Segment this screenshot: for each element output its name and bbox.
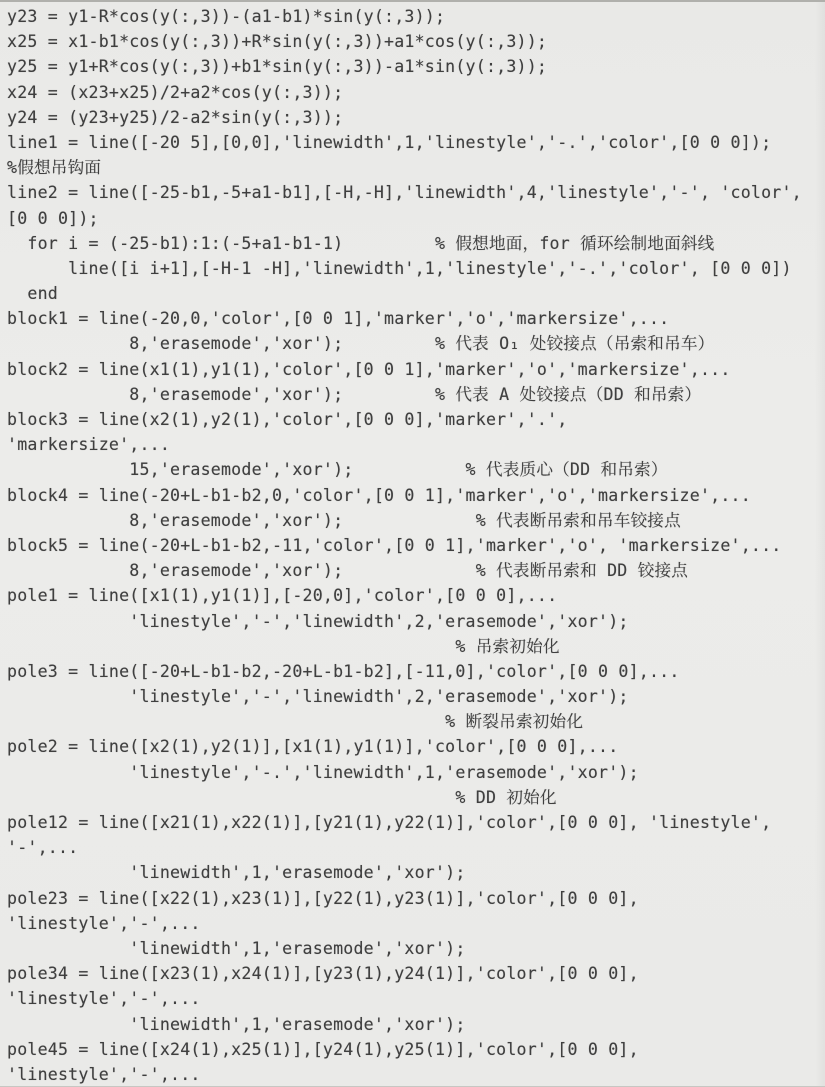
- code-line: block5 = line(-20+L-b1-b2,-11,'color',[0 0 1],'marker','o', 'markersize',...: [7, 535, 782, 555]
- code-line: [0 0 0]);: [7, 208, 99, 228]
- code-line: block2 = line(x1(1),y1(1),'color',[0 0 1],'marker','o','markersize',...: [7, 359, 731, 379]
- code-line: x25 = x1-b1*cos(y(:,3))+R*sin(y(:,3))+a1*cos(y(:,3));: [7, 32, 548, 52]
- code-line: 'linestyle','-','linewidth',2,'erasemode','xor');: [7, 611, 629, 631]
- code-line: pole34 = line([x23(1),x24(1)],[y23(1),y24(1)],'color',[0 0 0],: [7, 964, 639, 984]
- code-line: line([i i+1],[-H-1 -H],'linewidth',1,'linestyle','-.','color', [0 0 0]): [7, 258, 792, 278]
- code-line: 'linewidth',1,'erasemode','xor');: [7, 863, 466, 883]
- code-line: pole45 = line([x24(1),x25(1)],[y24(1),y25(1)],'color',[0 0 0],: [7, 1039, 639, 1059]
- code-line: 'linestyle','-',...: [7, 989, 201, 1009]
- code-line: % DD 初始化: [7, 787, 557, 807]
- code-line: line1 = line([-20 5],[0,0],'linewidth',1,'linestyle','-.','color',[0 0 0]);: [7, 132, 772, 152]
- code-line: pole23 = line([x22(1),x23(1)],[y22(1),y23(1)],'color',[0 0 0],: [7, 888, 639, 908]
- code-line: for i = (-25-b1):1:(-5+a1-b1-1) % 假想地面，for 循环绘制地面斜线: [7, 233, 715, 253]
- code-line: 8,'erasemode','xor'); % 代表断吊索和吊车铰接点: [7, 510, 681, 530]
- code-line: y25 = y1+R*cos(y(:,3))+b1*sin(y(:,3))-a1*sin(y(:,3));: [7, 57, 548, 77]
- code-line: 'linewidth',1,'erasemode','xor');: [7, 1014, 466, 1034]
- code-line: 15,'erasemode','xor'); % 代表质心（DD 和吊索）: [7, 460, 668, 480]
- code-line: block4 = line(-20+L-b1-b2,0,'color',[0 0 1],'marker','o','markersize',...: [7, 485, 751, 505]
- code-line: block3 = line(x2(1),y2(1),'color',[0 0 0],'marker','.',: [7, 410, 568, 429]
- code-line: pole3 = line([-20+L-b1-b2,-20+L-b1-b2],[-11,0],'color',[0 0 0],...: [7, 661, 680, 681]
- code-line: pole1 = line([x1(1),y1(1)],[-20,0],'color',[0 0 0],...: [7, 586, 558, 606]
- code-listing: [0, 2, 825, 1087]
- code-line: 8,'erasemode','xor'); % 代表 A 处铰接点（DD 和吊索）: [7, 384, 702, 404]
- code-line: 8,'erasemode','xor'); % 代表断吊索和 DD 铰接点: [7, 561, 689, 581]
- code-line: y24 = (y23+y25)/2-a2*sin(y(:,3));: [7, 107, 344, 127]
- code-line: %假想吊钩面: [7, 158, 102, 178]
- code-line: y23 = y1-R*cos(y(:,3))-(a1-b1)*sin(y(:,3));: [7, 7, 446, 26]
- code-line: block1 = line(-20,0,'color',[0 0 1],'marker','o','markersize',...: [7, 309, 670, 329]
- code-line: 8,'erasemode','xor'); % 代表 O₁ 处铰接点（吊索和吊车）: [7, 334, 715, 354]
- code-line: x24 = (x23+x25)/2+a2*cos(y(:,3));: [7, 82, 344, 102]
- code-line: 'linestyle','-','linewidth',2,'erasemode','xor');: [7, 687, 629, 707]
- code-line: 'linestyle','-',...: [7, 913, 201, 933]
- code-line: end: [7, 284, 58, 304]
- code-line: 'linestyle','-',...: [7, 1064, 201, 1084]
- code-line: line2 = line([-25-b1,-5+a1-b1],[-H,-H],'linewidth',4,'linestyle','-', 'color',: [7, 183, 802, 203]
- code-line: 'linestyle','-.','linewidth',1,'erasemode','xor');: [7, 762, 639, 782]
- code-line: % 吊索初始化: [7, 636, 560, 656]
- code-line: 'linewidth',1,'erasemode','xor');: [7, 938, 466, 958]
- code-line: pole2 = line([x2(1),y2(1)],[x1(1),y1(1)],'color',[0 0 0],...: [7, 737, 619, 757]
- code-line: '-',...: [7, 838, 79, 858]
- code-line: % 断裂吊索初始化: [7, 712, 584, 732]
- code-line: pole12 = line([x21(1),x22(1)],[y21(1),y22(1)],'color',[0 0 0], 'linestyle',: [7, 813, 772, 832]
- code-line: 'markersize',...: [7, 435, 171, 455]
